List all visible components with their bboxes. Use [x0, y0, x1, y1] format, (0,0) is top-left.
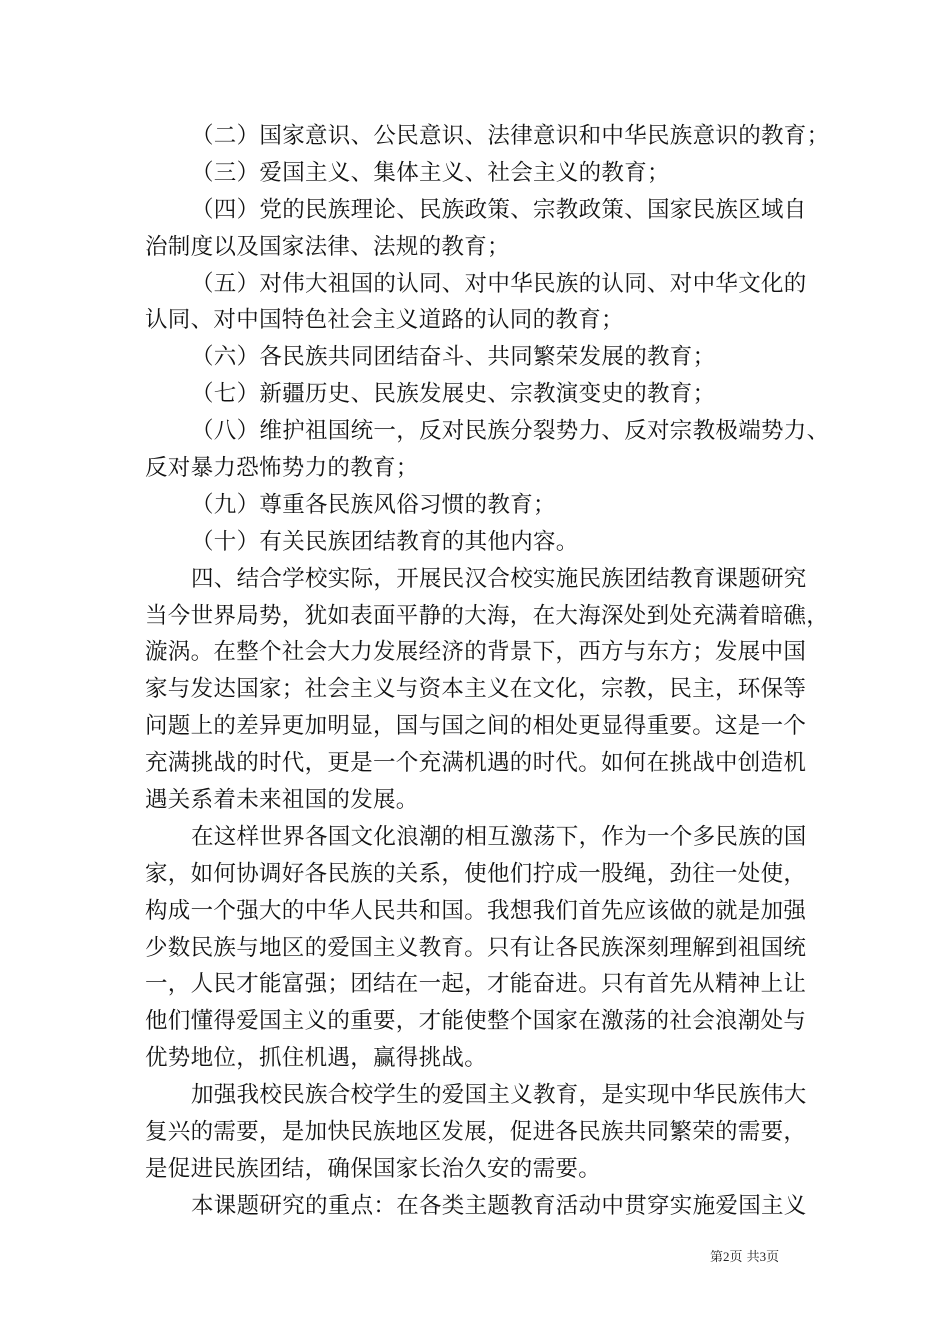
paragraph-line: 家与发达国家；社会主义与资本主义在文化，宗教，民主，环保等 — [145, 676, 807, 703]
paragraph-line: （十）有关民族团结教育的其他内容。 — [191, 528, 579, 555]
paragraph-line: 少数民族与地区的爱国主义教育。只有让各民族深刻理解到祖国统 — [145, 934, 807, 961]
paragraph-line: （七）新疆历史、民族发展史、宗教演变史的教育； — [191, 381, 716, 408]
paragraph-line: （五）对伟大祖国的认同、对中华民族的认同、对中华文化的 — [191, 270, 807, 297]
paragraph-line: 优势地位，抓住机遇，赢得挑战。 — [145, 1045, 488, 1072]
footer-prefix: 第 — [710, 1250, 724, 1265]
paragraph-line: （九）尊重各民族风俗习惯的教育； — [191, 491, 556, 518]
paragraph-line: 构成一个强大的中华人民共和国。我想我们首先应该做的就是加强 — [145, 897, 807, 924]
document-body — [145, 118, 830, 1225]
paragraph-line: 本课题研究的重点：在各类主题教育活动中贯穿实施爱国主义 — [191, 1192, 807, 1219]
footer-middle: 页 共 — [729, 1250, 760, 1265]
paragraph-line: 家，如何协调好各民族的关系，使他们拧成一股绳，劲往一处使， — [145, 860, 807, 887]
paragraph-line: 当今世界局势，犹如表面平静的大海，在大海深处到处充满着暗礁， — [145, 602, 830, 629]
paragraph-line: （三）爱国主义、集体主义、社会主义的教育； — [191, 159, 670, 186]
total-pages-number: 3 — [759, 1249, 767, 1264]
paragraph-line: 问题上的差异更加明显，国与国之间的相处更显得重要。这是一个 — [145, 713, 807, 740]
paragraph-line: 漩涡。在整个社会大力发展经济的背景下，西方与东方；发展中国 — [145, 639, 807, 666]
paragraph-line: 一，人民才能富强；团结在一起，才能奋进。只有首先从精神上让 — [145, 971, 807, 998]
paragraph-line: 复兴的需要，是加快民族地区发展，促进各民族共同繁荣的需要， — [145, 1119, 807, 1146]
paragraph-line: 他们懂得爱国主义的重要，才能使整个国家在激荡的社会浪潮处与 — [145, 1008, 807, 1035]
paragraph-line: 治制度以及国家法律、法规的教育； — [145, 233, 510, 260]
paragraph-line: 在这样世界各国文化浪潮的相互激荡下，作为一个多民族的国 — [191, 823, 807, 850]
paragraph-line: 反对暴力恐怖势力的教育； — [145, 455, 419, 482]
paragraph-line: （四）党的民族理论、民族政策、宗教政策、国家民族区域自 — [191, 196, 807, 223]
paragraph-line: （六）各民族共同团结奋斗、共同繁荣发展的教育； — [191, 344, 716, 371]
section-heading: 四、结合学校实际，开展民汉合校实施民族团结教育课题研究 — [191, 565, 807, 592]
paragraph-line: （八）维护祖国统一，反对民族分裂势力、反对宗教极端势力、 — [191, 418, 830, 445]
paragraph-line: 是促进民族团结，确保国家长治久安的需要。 — [145, 1155, 602, 1182]
current-page-number: 2 — [723, 1249, 730, 1264]
paragraph-line: 遇关系着未来祖国的发展。 — [145, 787, 419, 814]
page-number-footer — [710, 1246, 779, 1265]
paragraph-line: 充满挑战的时代，更是一个充满机遇的时代。如何在挑战中创造机 — [145, 750, 807, 777]
paragraph-line: 认同、对中国特色社会主义道路的认同的教育； — [145, 307, 624, 334]
paragraph-line: 加强我校民族合校学生的爱国主义教育，是实现中华民族伟大 — [191, 1082, 807, 1109]
footer-suffix: 页 — [766, 1250, 780, 1265]
paragraph-line: （二）国家意识、公民意识、法律意识和中华民族意识的教育； — [191, 123, 830, 149]
